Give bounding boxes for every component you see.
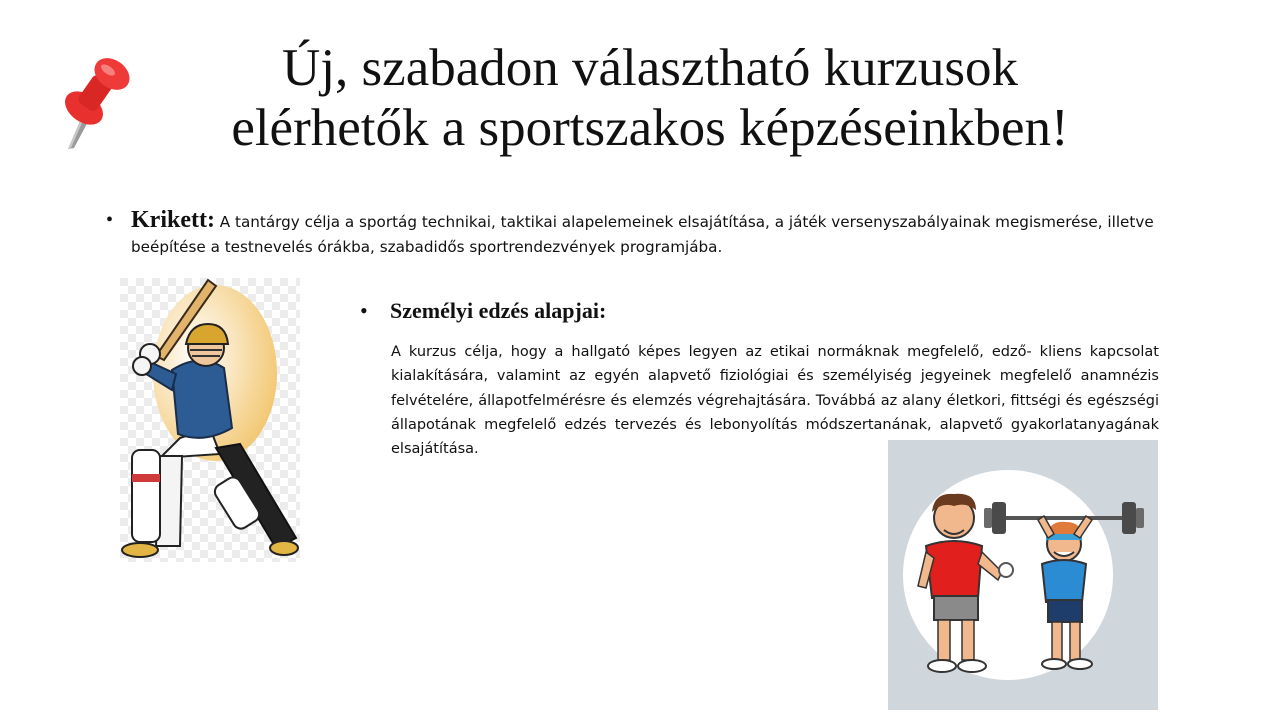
cricket-batsman-illustration bbox=[120, 278, 300, 562]
personal-training-paragraph: A kurzus célja, hogy a hallgató képes legyen az etikai normáknak megfelelő, edző- kliens kapcsolat kialakítására, valamint az egyén alapvető fiziológiai és személyiség jegyeinek megfelelő anamnézis felvételére, állapotfelmérésre és elemzés végrehajtására. Továbbá az alany életkori, fittségi és egészségi állapotának megfelelő edzés tervezés és lebonyolítás módszertanának, alapvető gyakorlatanyagának elsajátítása. bbox=[391, 344, 1159, 458]
pushpin-icon bbox=[52, 52, 142, 152]
bullet-marker: • bbox=[106, 209, 114, 231]
cricket-bullet bbox=[106, 208, 1166, 260]
title-line-2: elérhetők a sportszakos képzéseinkben! bbox=[231, 99, 1069, 157]
slide-title bbox=[150, 38, 1150, 158]
bullet-marker: • bbox=[360, 298, 368, 323]
title-line-1: Új, szabadon választható kurzusok bbox=[282, 39, 1018, 97]
cricket-keyword: Krikett: bbox=[131, 207, 215, 233]
personal-trainer-illustration bbox=[888, 440, 1158, 710]
cricket-paragraph bbox=[131, 208, 1166, 260]
personal-training-heading bbox=[360, 296, 606, 326]
cricket-description: A tantárgy célja a sportág technikai, taktikai alapelemeinek elsajátítása, a játék versenyszabályainak megismerése, illetve beépítése a testnevelés órákba, szabadidős sportrendezvények programjába. bbox=[131, 213, 1154, 256]
personal-training-title: Személyi edzés alapjai: bbox=[390, 298, 607, 323]
